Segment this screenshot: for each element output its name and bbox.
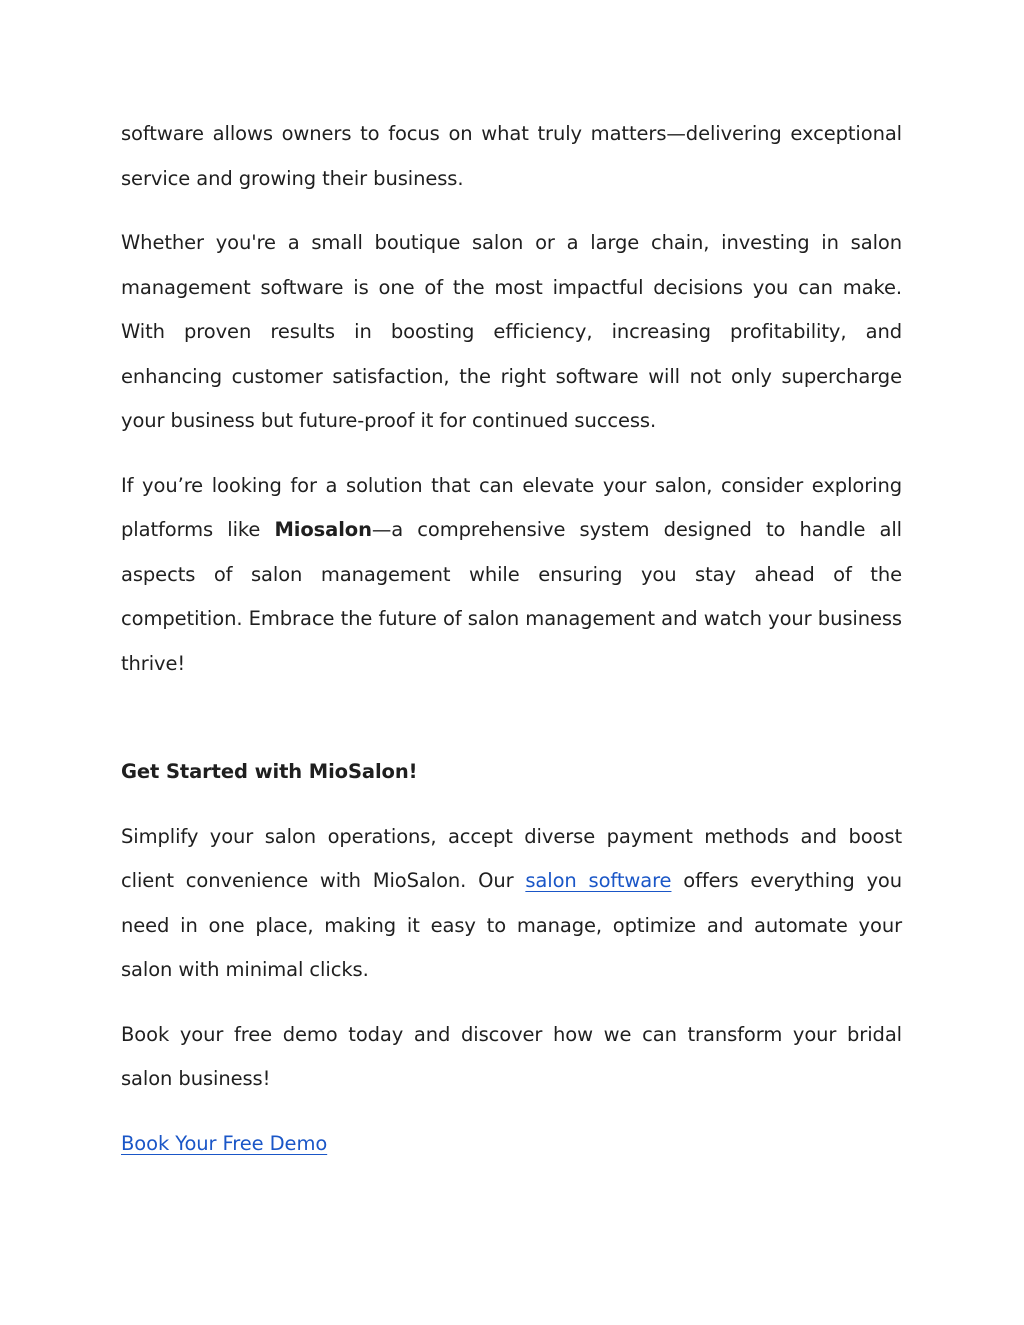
paragraph-investment: Whether you're a small boutique salon or a large chain, investing in salon management software is one of the most impactful decisions you can make. With proven results in boosting efficiency, increasing profitability, and enhancing customer satisfaction, the right software will not only supercharge your business but future-proof it for continued success.	[121, 231, 902, 432]
salon-software-link[interactable]: salon software	[525, 869, 672, 892]
document-page	[121, 112, 902, 1166]
book-free-demo-link[interactable]: Book Your Free Demo	[121, 1131, 328, 1155]
paragraph-simplify-end: offers everything you need in one place, making it easy to manage, optimize and automate your salon with minimal clicks.	[121, 869, 903, 981]
section-heading: Get Started with MioSalon!	[121, 760, 418, 783]
paragraph-intro: software allows owners to focus on what truly matters—delivering exceptional service and growing their business.	[121, 122, 902, 190]
paragraph-miosalon-start: If you’re looking for a solution that can elevate your salon, consider exploring platforms like	[121, 473, 902, 541]
miosalon-brand-name: Miosalon	[274, 518, 372, 541]
paragraph-simplify	[121, 815, 902, 993]
paragraph-demo: Book your free demo today and discover how we can transform your bridal salon business!	[121, 1022, 902, 1090]
paragraph-miosalon-end: —a comprehensive system designed to handle all aspects of salon management while ensuring you stay ahead of the competition. Embrace the future of salon management and watch your business thrive!	[121, 518, 902, 675]
paragraph-simplify-start: Simplify your salon operations, accept diverse payment methods and boost client convenience with MioSalon. Our	[121, 824, 902, 892]
paragraph-miosalon	[121, 464, 902, 687]
cta-paragraph	[121, 1122, 902, 1167]
